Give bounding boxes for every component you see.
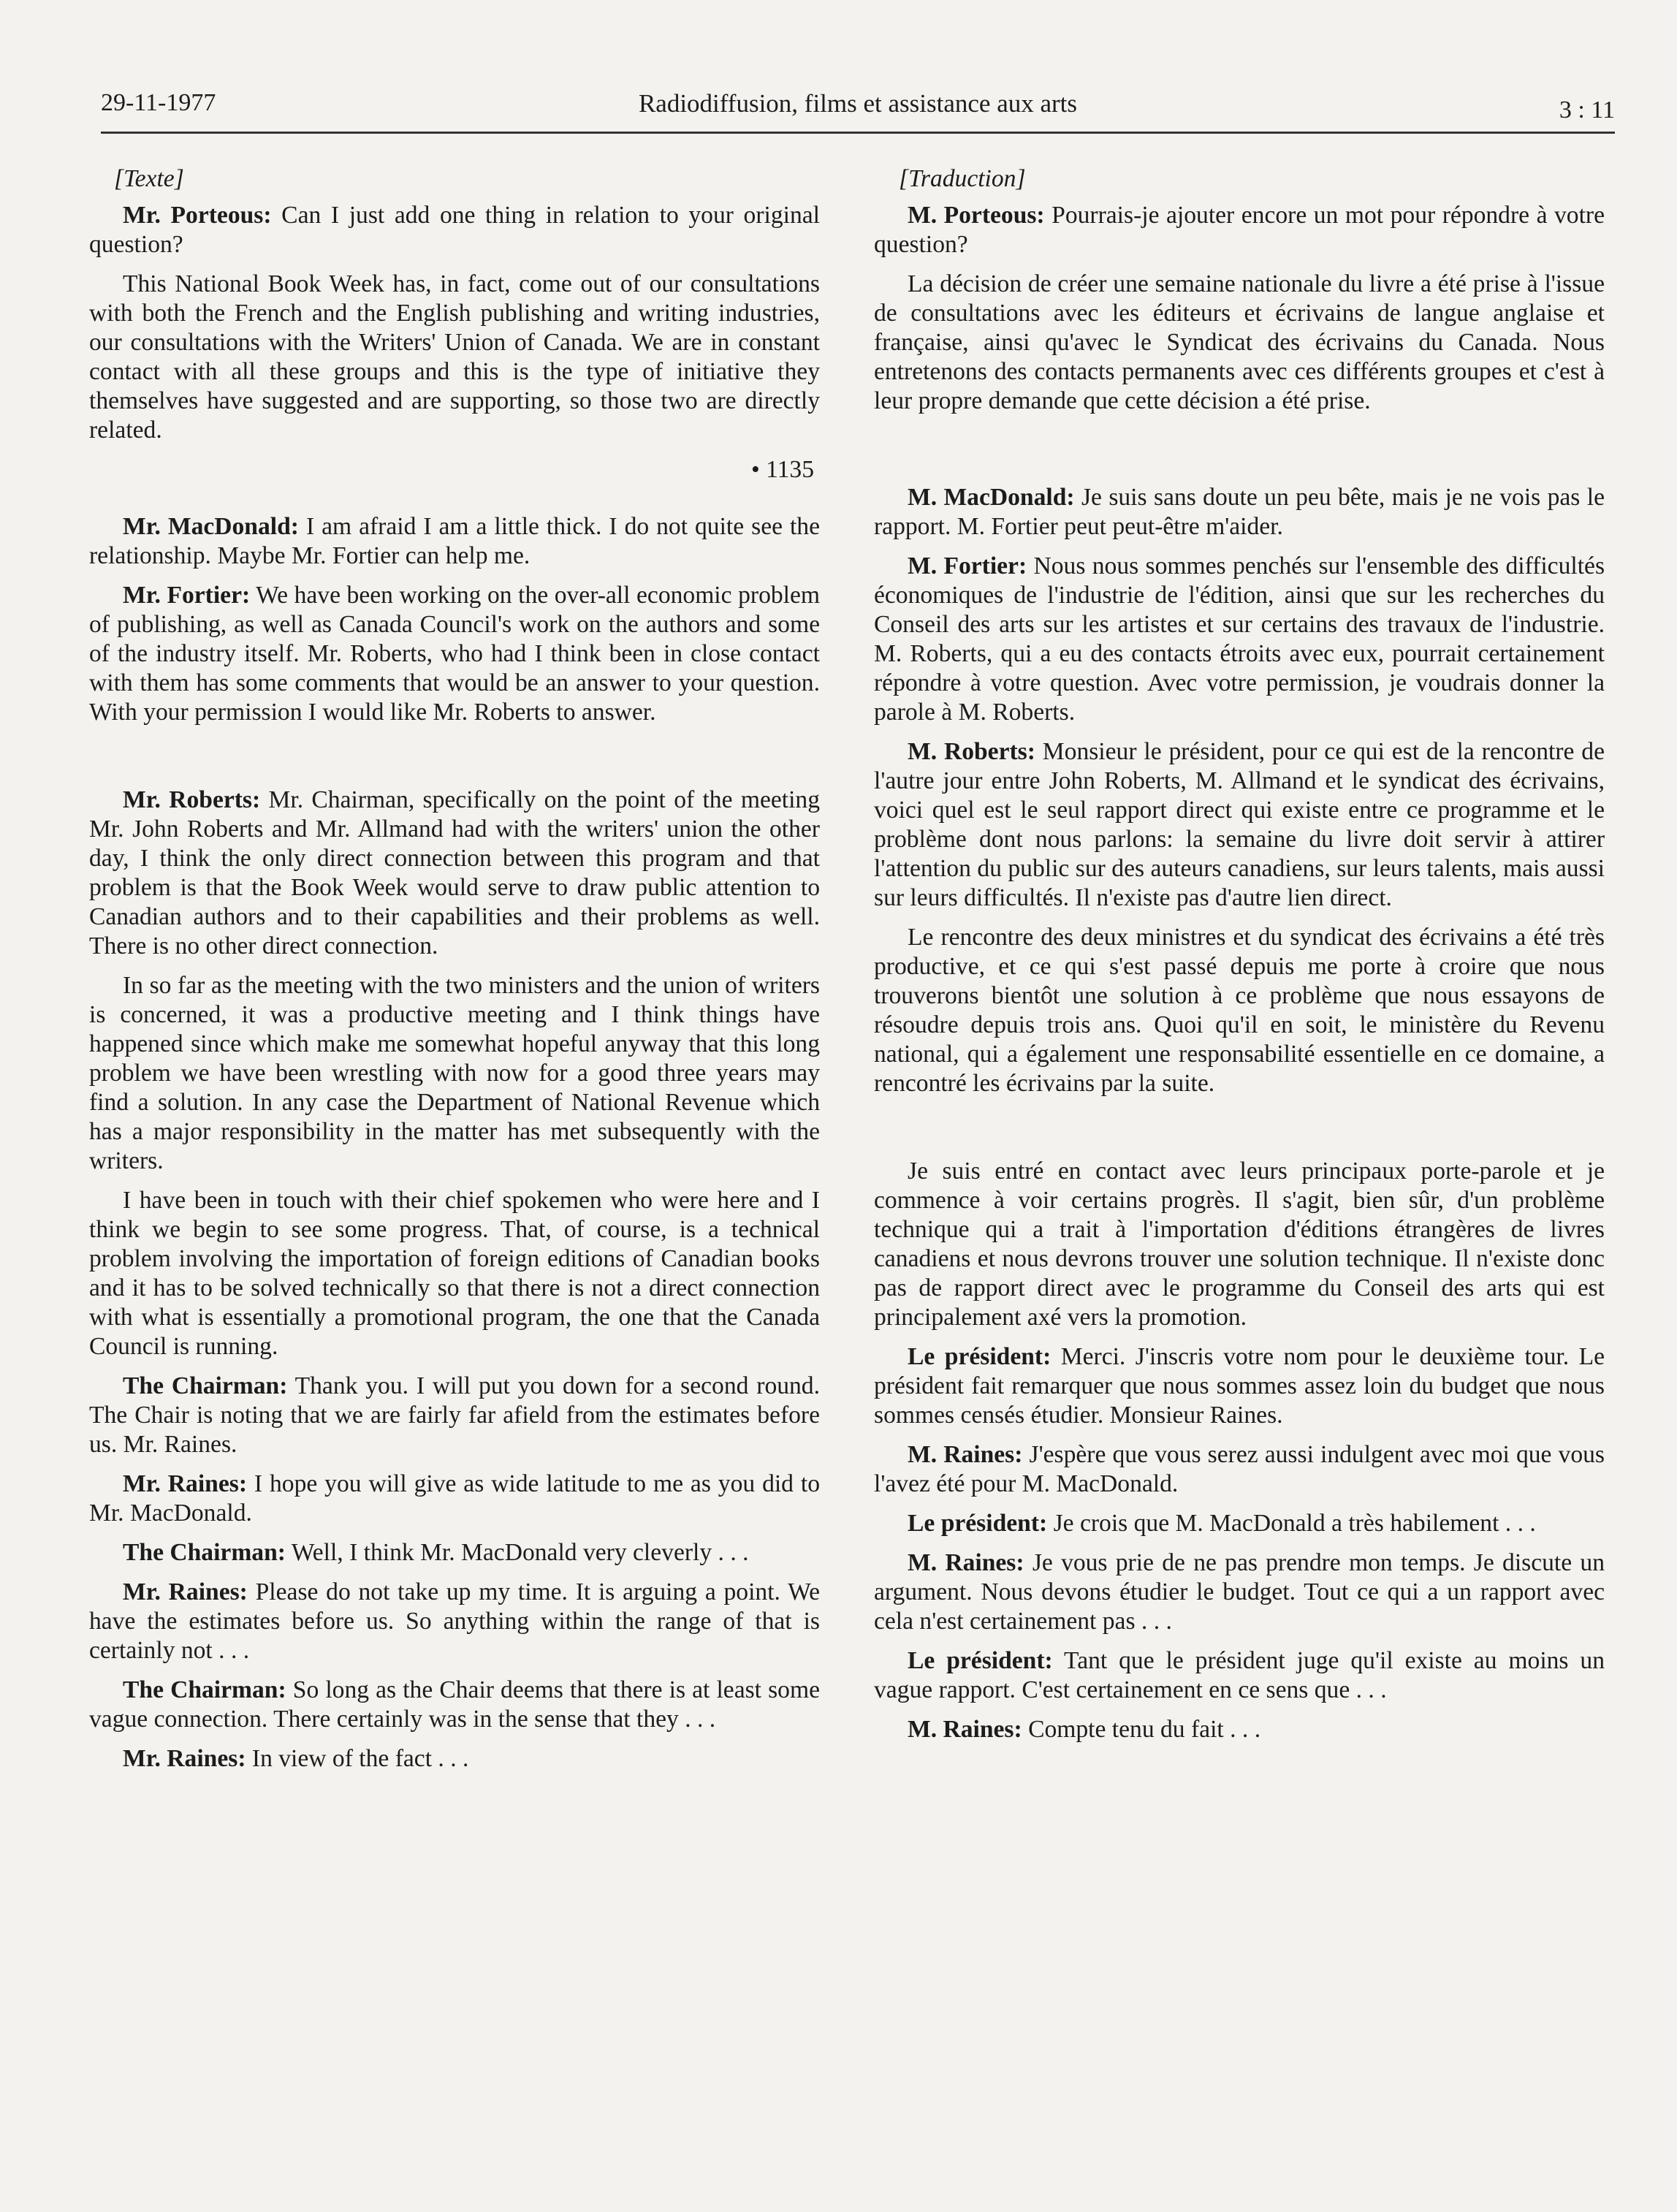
speaker: M. MacDonald:	[908, 484, 1075, 511]
paragraph	[89, 201, 820, 259]
paragraph	[874, 1646, 1605, 1705]
paragraph	[874, 201, 1605, 259]
speaker: The Chairman:	[123, 1676, 286, 1703]
speech: Le rencontre des deux ministres et du syndicat des écrivains a été très productive, et ce qui s'est passé depuis me porte à croire que nous trouverons bientôt une solution à ce problème que nous essayons de résoudre depuis trois ans. Quoi qu'il en soit, le ministère du Revenu national, qui a également une responsabilité essentielle en ce domaine, a rencontré les écrivains par la suite.	[874, 924, 1605, 1097]
speaker: Mr. MacDonald:	[123, 513, 299, 540]
speech: Je suis sans doute un peu bête, mais je ne vois pas le rapport. M. Fortier peut peut-être m'aider.	[874, 484, 1605, 540]
speech: I hope you will give as wide latitude to me as you did to Mr. MacDonald.	[89, 1470, 820, 1527]
speaker: Mr. Raines:	[123, 1470, 248, 1497]
paragraph	[874, 1548, 1605, 1636]
paragraph	[874, 552, 1605, 727]
speaker: Le président:	[908, 1343, 1052, 1370]
speech: Thank you. I will put you down for a second round. The Chair is noting that we are fairly far afield from the estimates before us. Mr. Raines.	[89, 1372, 820, 1458]
paragraph	[89, 1186, 820, 1361]
speech: Merci. J'inscris votre nom pour le deuxième tour. Le président fait remarquer que nous sommes assez loin du budget que nous sommes censés étudier. Monsieur Raines.	[874, 1343, 1605, 1429]
speaker: Le président:	[908, 1510, 1048, 1537]
speaker: Mr. Raines:	[123, 1745, 246, 1772]
speech: Mr. Chairman, specifically on the point of the meeting Mr. John Roberts and Mr. Allmand had with the writers' union the other day, I think the only direct connection between this program and that problem is that the Book Week would serve to draw public attention to Canadian authors and to their capabilities and their problems as well. There is no other direct connection.	[89, 786, 820, 959]
speech: In so far as the meeting with the two ministers and the union of writers is concerned, it was a productive meeting and I think things have happened since which make me somewhat hopeful anyway that this long problem we have been wrestling with now for a good three years may find a solution. In any case the Department of National Revenue which has a major responsibility in the matter has met subsequently with the writers.	[89, 972, 820, 1174]
speech: J'espère que vous serez aussi indulgent avec moi que vous l'avez été pour M. MacDonald.	[874, 1441, 1605, 1497]
speech: In view of the fact . . .	[246, 1745, 469, 1772]
speaker: M. Roberts:	[908, 738, 1035, 765]
speaker: Le président:	[908, 1647, 1053, 1674]
speech: Can I just add one thing in relation to your original question?	[89, 202, 820, 258]
header-date: 29-11-1977	[101, 89, 216, 116]
header-title: Radiodiffusion, films et assistance aux arts	[638, 89, 1078, 118]
speech: I am afraid I am a little thick. I do not quite see the relationship. Maybe Mr. Fortier can help me.	[89, 513, 821, 569]
speech: Je suis entré en contact avec leurs principaux porte-parole et je commence à voir certains progrès. Il s'agit, bien sûr, d'un problème technique qui a trait à l'importation d'éditions étrangères de livres canadiens et nous devrons trouver une solution technique. Il n'existe donc pas de rapport direct avec le programme du Conseil des arts qui est principalement axé vers la promotion.	[874, 1158, 1605, 1331]
speaker: M. Raines:	[908, 1441, 1023, 1468]
speech: So long as the Chair deems that there is at least some vague connection. There certainly was in the sense that they . . .	[89, 1676, 820, 1733]
paragraph	[874, 270, 1605, 416]
speech: Pourrais-je ajouter encore un mot pour répondre à votre question?	[874, 202, 1605, 258]
speech: I have been in touch with their chief spokemen who were here and I think we begin to see some progress. That, of course, is a technical problem involving the importation of foreign editions of Canadian books and it has to be solved technically so that there is not a direct connection with what is essentially a promotional program, the one that the Canada Council is running.	[89, 1187, 820, 1360]
paragraph	[89, 270, 820, 445]
speaker: M. Fortier:	[908, 552, 1027, 579]
paragraph	[89, 1676, 820, 1734]
speech: We have been working on the over-all economic problem of publishing, as well as Canada Council's work on the authors and some of the industry itself. Mr. Roberts, who had I think been in close contact with them has some comments that would be an answer to your question. With your permission I would like Mr. Roberts to answer.	[89, 582, 821, 726]
page-header	[101, 86, 1615, 134]
speech: Well, I think Mr. MacDonald very cleverly . . .	[285, 1539, 749, 1566]
speech: This National Book Week has, in fact, come out of our consultations with both the French and the English publishing and writing industries, our consultations with the Writers' Union of Canada. We are in constant contact with all these groups and this is the type of initiative they themselves have suggested and are supporting, so those two are directly related.	[89, 270, 820, 444]
speaker: The Chairman:	[123, 1372, 288, 1399]
speech: Compte tenu du fait . . .	[1022, 1716, 1261, 1743]
time-mark: • 1135	[750, 456, 814, 483]
language-label: [Texte]	[114, 165, 184, 192]
paragraph	[89, 1470, 820, 1528]
paragraph	[89, 1744, 820, 1774]
speech: Please do not take up my time. It is arguing a point. We have the estimates before us. So anything within the range of that is certainly not . . .	[89, 1578, 820, 1664]
speech: La décision de créer une semaine nationale du livre a été prise à l'issue de consultations avec les éditeurs et écrivains de langue anglaise et française, ainsi qu'avec le Syndicat des écrivains du Canada. Nous entretenons des contacts permanents avec ces différents groupes et c'est à leur propre demande que cette décision a été prise.	[874, 270, 1605, 414]
paragraph	[89, 512, 820, 571]
paragraph	[874, 1440, 1605, 1499]
speaker: Mr. Porteous:	[123, 202, 272, 229]
spacer	[874, 1109, 1605, 1157]
paragraph	[89, 1538, 820, 1567]
speaker: M. Porteous:	[908, 202, 1045, 229]
paragraph	[874, 737, 1605, 913]
paragraph	[874, 483, 1605, 541]
paragraph	[874, 1715, 1605, 1744]
paragraph	[89, 581, 820, 727]
french-column	[874, 164, 1605, 1755]
speech: Tant que le président juge qu'il existe au moins un vague rapport. C'est certainement en ce sens que . . .	[874, 1647, 1605, 1703]
speaker: M. Raines:	[908, 1716, 1022, 1743]
speaker: Mr. Raines:	[123, 1578, 248, 1605]
paragraph	[89, 971, 820, 1176]
speech: Monsieur le président, pour ce qui est de la rencontre de l'autre jour entre John Roberts, M. Allmand et le syndicat des écrivains, voici quel est le seul rapport direct qui existe entre ce programme et le problème dont nous parlons: la semaine du livre doit servir à attirer l'attention du public sur des auteurs canadiens, sur leurs talents, mais aussi sur leurs difficultés. Il n'existe pas d'autre lien direct.	[874, 738, 1605, 911]
header-page-number: 3 : 11	[1559, 96, 1615, 123]
paragraph	[89, 786, 820, 961]
speech: Je crois que M. MacDonald a très habilement . . .	[1047, 1510, 1536, 1537]
spacer	[874, 426, 1605, 483]
paragraph	[89, 1578, 820, 1665]
paragraph	[874, 1509, 1605, 1538]
english-column	[89, 164, 820, 1784]
speaker: The Chairman:	[123, 1539, 286, 1566]
language-label: [Traduction]	[899, 165, 1026, 192]
paragraph	[874, 1342, 1605, 1430]
paragraph	[89, 1372, 820, 1459]
speaker: Mr. Roberts:	[123, 786, 261, 813]
paragraph	[874, 1157, 1605, 1332]
speaker: Mr. Fortier:	[123, 582, 251, 609]
speech: Nous nous sommes penchés sur l'ensemble des difficultés économiques de l'industrie de l'édition, ainsi que sur les recherches du Conseil des arts sur les artistes et sur certains des travaux de l'industrie. M. Roberts, qui a eu des contacts étroits avec eux, pourrait certainement répondre à votre question. Avec votre permission, je voudrais donner la parole à M. Roberts.	[874, 552, 1605, 726]
speech: Je vous prie de ne pas prendre mon temps. Je discute un argument. Nous devons étudier le budget. Tout ce qui a un rapport avec cela n'est certainement pas . . .	[874, 1549, 1605, 1635]
spacer	[89, 737, 820, 786]
paragraph	[874, 923, 1605, 1098]
speaker: M. Raines:	[908, 1549, 1024, 1576]
